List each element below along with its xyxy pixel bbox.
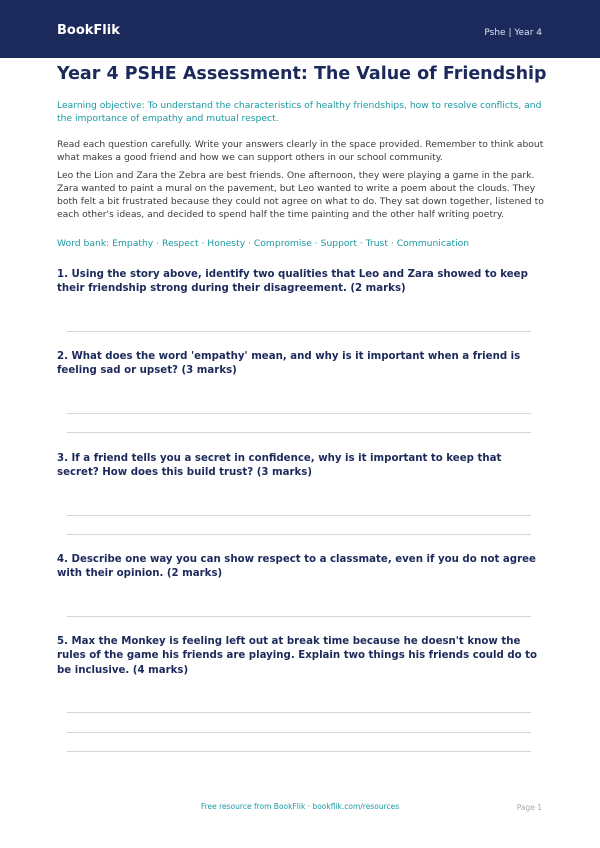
answer-line[interactable] <box>67 751 531 752</box>
breadcrumb: Pshe | Year 4 <box>484 28 542 38</box>
answer-line[interactable] <box>67 413 531 414</box>
question-5: 5. Max the Monkey is feeling left out at break time because he doesn't know the rules of the game his friends are playing. Explain two things his friends could do to be inclusive. (4 marks) <box>57 636 538 676</box>
story-passage: Leo the Lion and Zara the Zebra are best friends. One afternoon, they were playing a game in the park. Zara wanted to paint a mural on the pavement, but Leo wanted to write a poem about the clouds. They both felt a bit frustrated because they could not agree on what to do. They sat down together, listened to each other's ideas, and decided to spend half the time painting and the other half writing poetry. <box>57 170 544 221</box>
question-2: 2. What does the word 'empathy' mean, and why is it important when a friend is feeling sad or upset? (3 marks) <box>57 351 521 377</box>
answer-line[interactable] <box>67 331 531 332</box>
question-3: 3. If a friend tells you a secret in confidence, why is it important to keep that secret? How does this build trust? (3 marks) <box>57 453 502 479</box>
instructions: Read each question carefully. Write your answers clearly in the space provided. Remember to think about what makes a good friend and how we can support others in our school community. <box>57 139 544 164</box>
answer-line[interactable] <box>67 534 531 535</box>
page-title: Year 4 PSHE Assessment: The Value of Friendship <box>57 64 547 84</box>
answer-line[interactable] <box>67 616 531 617</box>
answer-line[interactable] <box>67 732 531 733</box>
answer-line[interactable] <box>67 515 531 516</box>
question-1: 1. Using the story above, identify two qualities that Leo and Zara showed to keep their friendship strong during their disagreement. (2 marks) <box>57 269 528 295</box>
page-number: Page 1 <box>516 803 542 812</box>
brand-logo[interactable]: BookFlik <box>57 23 120 38</box>
header-bar <box>0 0 600 58</box>
footer-resource-link[interactable]: Free resource from BookFlik · bookflik.com/resources <box>200 802 400 811</box>
word-bank: Word bank: Empathy · Respect · Honesty · Compromise · Support · Trust · Communication <box>57 238 470 249</box>
learning-objective: Learning objective: To understand the characteristics of healthy friendships, how to resolve conflicts, and the importance of empathy and mutual respect. <box>57 100 542 125</box>
question-4: 4. Describe one way you can show respect to a classmate, even if you do not agree with their opinion. (2 marks) <box>57 554 536 580</box>
answer-line[interactable] <box>67 712 531 713</box>
answer-line[interactable] <box>67 432 531 433</box>
